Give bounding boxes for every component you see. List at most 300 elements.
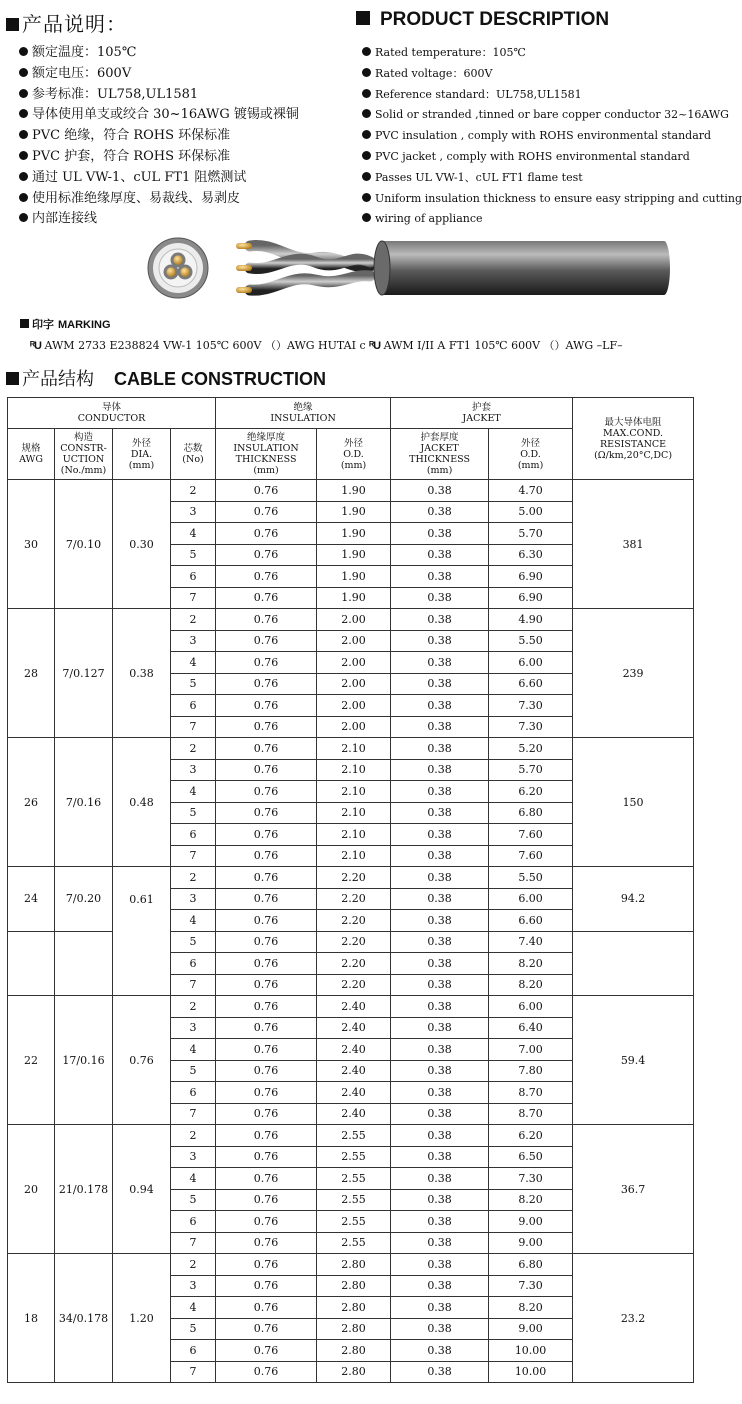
insulation-od-cell: 2.20 [317, 931, 391, 953]
list-item: 额定电压：600V [19, 64, 299, 85]
insulation-thickness-cell: 0.76 [216, 1211, 317, 1233]
resistance-cell: 239 [573, 609, 694, 738]
insulation-od-cell: 2.40 [317, 1039, 391, 1061]
insulation-thickness-cell: 0.76 [216, 1297, 317, 1319]
jacket-od-cell: 4.70 [489, 480, 573, 502]
jacket-thickness-cell: 0.38 [391, 996, 489, 1018]
cores-cell: 2 [171, 738, 216, 760]
resistance-header: 最大导体电阻 MAX.COND. RESISTANCE (Ω/km,20°C,DC) [573, 398, 694, 480]
cable-cross-section [148, 238, 208, 298]
jacket-thickness-cell: 0.38 [391, 824, 489, 846]
awg-cell: 24 [8, 867, 55, 932]
insulation-thickness-cell: 0.76 [216, 824, 317, 846]
awg-cell: 26 [8, 738, 55, 867]
jacket-thickness-cell: 0.38 [391, 1103, 489, 1125]
jacket-od-cell: 9.00 [489, 1232, 573, 1254]
cores-cell: 4 [171, 523, 216, 545]
cores-cell: 2 [171, 609, 216, 631]
square-bullet-icon [20, 319, 29, 328]
jacket-od-cell: 7.60 [489, 824, 573, 846]
cores-cell: 4 [171, 1297, 216, 1319]
diameter-cell: 0.94 [113, 1125, 171, 1254]
jacket-thickness-cell: 0.38 [391, 1232, 489, 1254]
list-item: Rated voltage：600V [362, 64, 742, 85]
jacket-thickness-cell: 0.38 [391, 587, 489, 609]
insulation-od-cell: 2.00 [317, 716, 391, 738]
bullet-icon [362, 109, 371, 118]
insulation-thickness-cell: 0.76 [216, 544, 317, 566]
jacket-thickness-cell: 0.38 [391, 867, 489, 889]
insulation-thickness-cell: 0.76 [216, 1039, 317, 1061]
jacket-thickness-cell: 0.38 [391, 802, 489, 824]
insulation-thickness-cell: 0.76 [216, 1082, 317, 1104]
insulation-od-cell: 2.55 [317, 1211, 391, 1233]
jacket-thickness-cell: 0.38 [391, 716, 489, 738]
bullet-icon [362, 130, 371, 139]
jacket-thickness-cell: 0.38 [391, 1361, 489, 1383]
table-row [8, 1254, 694, 1276]
diameter-header: 外径 DIA. (mm) [113, 429, 171, 480]
insulation-thickness-cell: 0.76 [216, 910, 317, 932]
insulation-thickness-cell: 0.76 [216, 781, 317, 803]
insulation-od-cell: 2.55 [317, 1168, 391, 1190]
insulation-thickness-cell: 0.76 [216, 716, 317, 738]
jacket-od-cell: 7.30 [489, 716, 573, 738]
insulation-thickness-cell: 0.76 [216, 953, 317, 975]
jacket-thickness-cell: 0.38 [391, 1168, 489, 1190]
table-body [8, 480, 694, 1383]
jacket-od-cell: 8.20 [489, 974, 573, 996]
jacket-od-cell: 5.50 [489, 867, 573, 889]
table-row [8, 738, 694, 760]
bullet-icon [19, 68, 28, 77]
jacket-thickness-cell: 0.38 [391, 1082, 489, 1104]
insulation-thickness-cell: 0.76 [216, 931, 317, 953]
jacket-od-cell: 9.00 [489, 1318, 573, 1340]
diameter-cell: 0.30 [113, 480, 171, 609]
cores-cell: 5 [171, 931, 216, 953]
jacket-thickness-cell: 0.38 [391, 781, 489, 803]
jacket-od-cell: 5.00 [489, 501, 573, 523]
jacket-od-cell: 4.90 [489, 609, 573, 631]
insulation-thickness-cell: 0.76 [216, 759, 317, 781]
list-item: 使用标准绝缘厚度、易裁线、易剥皮 [19, 189, 299, 210]
cores-cell: 5 [171, 544, 216, 566]
cores-cell: 7 [171, 1232, 216, 1254]
jacket-od-cell: 6.50 [489, 1146, 573, 1168]
construction-cell: 7/0.16 [55, 738, 113, 867]
insulation-od-cell: 2.80 [317, 1254, 391, 1276]
jacket-thickness-cell: 0.38 [391, 738, 489, 760]
jacket-thickness-cell: 0.38 [391, 544, 489, 566]
jacket-thickness-cell: 0.38 [391, 673, 489, 695]
resistance-cell: 59.4 [573, 996, 694, 1125]
insulation-thickness-cell: 0.76 [216, 1189, 317, 1211]
empty-cell [573, 931, 694, 996]
description-title-en: PRODUCT DESCRIPTION [356, 9, 609, 31]
cores-cell: 5 [171, 802, 216, 824]
list-item: 导体使用单支或绞合 30~16AWG 镀锡或裸铜 [19, 105, 299, 126]
jacket-thickness-header: 护套厚度 JACKET THICKNESS (mm) [391, 429, 489, 480]
jacket-od-cell: 7.30 [489, 1275, 573, 1297]
list-item: Rated temperature：105℃ [362, 43, 742, 64]
insulation-thickness-cell: 0.76 [216, 888, 317, 910]
insulation-thickness-cell: 0.76 [216, 996, 317, 1018]
insulation-od-cell: 2.00 [317, 695, 391, 717]
insulation-od-cell: 2.00 [317, 673, 391, 695]
insulation-od-header: 外径 O.D. (mm) [317, 429, 391, 480]
cores-cell: 6 [171, 695, 216, 717]
cores-cell: 7 [171, 1103, 216, 1125]
jacket-thickness-cell: 0.38 [391, 566, 489, 588]
insulation-thickness-cell: 0.76 [216, 630, 317, 652]
bullet-icon [362, 47, 371, 56]
jacket-od-cell: 10.00 [489, 1361, 573, 1383]
jacket-od-cell: 6.80 [489, 802, 573, 824]
jacket-od-cell: 8.20 [489, 1189, 573, 1211]
list-item: 内部连接线 [19, 209, 299, 230]
jacket-od-cell: 6.60 [489, 910, 573, 932]
insulation-thickness-cell: 0.76 [216, 1361, 317, 1383]
jacket-od-cell: 6.00 [489, 888, 573, 910]
cores-cell: 4 [171, 1039, 216, 1061]
insulation-thickness-cell: 0.76 [216, 974, 317, 996]
cores-cell: 3 [171, 1275, 216, 1297]
insulation-thickness-cell: 0.76 [216, 738, 317, 760]
construction-table [7, 397, 694, 1383]
insulation-od-cell: 2.80 [317, 1318, 391, 1340]
bullet-icon [362, 89, 371, 98]
awg-cell: 20 [8, 1125, 55, 1254]
jacket-od-cell: 6.20 [489, 1125, 573, 1147]
cores-cell: 4 [171, 910, 216, 932]
cores-header: 芯数 (No) [171, 429, 216, 480]
jacket-od-cell: 7.60 [489, 845, 573, 867]
jacket-od-cell: 5.70 [489, 759, 573, 781]
insulation-thickness-cell: 0.76 [216, 652, 317, 674]
description-list-en [362, 43, 742, 230]
jacket-od-cell: 6.00 [489, 996, 573, 1018]
cores-cell: 6 [171, 1340, 216, 1362]
jacket-od-cell: 6.60 [489, 673, 573, 695]
conductor-header: 导体 CONDUCTOR [8, 398, 216, 429]
cores-cell: 4 [171, 1168, 216, 1190]
jacket-thickness-cell: 0.38 [391, 523, 489, 545]
jacket-thickness-cell: 0.38 [391, 759, 489, 781]
bullet-icon [19, 109, 28, 118]
insulation-thickness-cell: 0.76 [216, 1060, 317, 1082]
diameter-cell: 1.20 [113, 1254, 171, 1383]
jacket-od-cell: 8.20 [489, 1297, 573, 1319]
bullet-icon [19, 47, 28, 56]
insulation-thickness-cell: 0.76 [216, 1340, 317, 1362]
construction-title: 产品结构 CABLE CONSTRUCTION [6, 365, 326, 391]
jacket-od-cell: 6.00 [489, 652, 573, 674]
resistance-cell: 36.7 [573, 1125, 694, 1254]
jacket-od-cell: 8.70 [489, 1103, 573, 1125]
list-item: 参考标准：UL758,UL1581 [19, 85, 299, 106]
cores-cell: 5 [171, 673, 216, 695]
construction-cell: 7/0.10 [55, 480, 113, 609]
jacket-od-cell: 9.00 [489, 1211, 573, 1233]
insulation-od-cell: 2.55 [317, 1189, 391, 1211]
resistance-cell: 94.2 [573, 867, 694, 932]
jacket-od-cell: 10.00 [489, 1340, 573, 1362]
insulation-od-cell: 2.10 [317, 845, 391, 867]
jacket-thickness-cell: 0.38 [391, 695, 489, 717]
insulation-od-cell: 2.10 [317, 738, 391, 760]
insulation-od-cell: 2.40 [317, 996, 391, 1018]
awg-header: 规格 AWG [8, 429, 55, 480]
cores-cell: 7 [171, 845, 216, 867]
insulation-thickness-cell: 0.76 [216, 609, 317, 631]
jacket-thickness-cell: 0.38 [391, 1039, 489, 1061]
ul-logo-icon: ᴿU [30, 340, 41, 352]
bullet-icon [19, 130, 28, 139]
insulation-thickness-cell: 0.76 [216, 1146, 317, 1168]
cores-cell: 5 [171, 1318, 216, 1340]
insulation-od-cell: 1.90 [317, 501, 391, 523]
jacket-od-cell: 5.50 [489, 630, 573, 652]
insulation-od-cell: 1.90 [317, 587, 391, 609]
insulation-od-cell: 2.55 [317, 1232, 391, 1254]
jacket-thickness-cell: 0.38 [391, 845, 489, 867]
jacket-od-cell: 7.40 [489, 931, 573, 953]
insulation-od-cell: 2.00 [317, 630, 391, 652]
diameter-cell: 0.48 [113, 738, 171, 867]
insulation-od-cell: 2.40 [317, 1082, 391, 1104]
insulation-thickness-cell: 0.76 [216, 1318, 317, 1340]
cores-cell: 4 [171, 652, 216, 674]
jacket-thickness-cell: 0.38 [391, 501, 489, 523]
jacket-thickness-cell: 0.38 [391, 1146, 489, 1168]
insulation-thickness-cell: 0.76 [216, 845, 317, 867]
insulation-thickness-cell: 0.76 [216, 566, 317, 588]
insulation-thickness-cell: 0.76 [216, 1254, 317, 1276]
jacket-od-cell: 6.80 [489, 1254, 573, 1276]
insulation-od-cell: 2.40 [317, 1017, 391, 1039]
insulation-od-cell: 2.20 [317, 974, 391, 996]
bullet-icon [362, 68, 371, 77]
cores-cell: 6 [171, 953, 216, 975]
awg-cell: 22 [8, 996, 55, 1125]
cores-cell: 6 [171, 1082, 216, 1104]
cores-cell: 7 [171, 587, 216, 609]
cores-cell: 3 [171, 630, 216, 652]
jacket-thickness-cell: 0.38 [391, 974, 489, 996]
insulation-od-cell: 2.10 [317, 824, 391, 846]
cores-cell: 3 [171, 1146, 216, 1168]
jacket-thickness-cell: 0.38 [391, 931, 489, 953]
jacket-header: 护套 JACKET [391, 398, 573, 429]
insulation-od-cell: 1.90 [317, 566, 391, 588]
insulation-od-cell: 2.10 [317, 759, 391, 781]
bullet-icon [362, 213, 371, 222]
insulation-thickness-cell: 0.76 [216, 1232, 317, 1254]
jacket-thickness-cell: 0.38 [391, 1318, 489, 1340]
cores-cell: 6 [171, 1211, 216, 1233]
cores-cell: 2 [171, 996, 216, 1018]
insulation-od-cell: 1.90 [317, 480, 391, 502]
cores-cell: 4 [171, 781, 216, 803]
jacket-od-cell: 6.20 [489, 781, 573, 803]
insulation-thickness-cell: 0.76 [216, 1275, 317, 1297]
resistance-cell: 381 [573, 480, 694, 609]
awg-cell: 30 [8, 480, 55, 609]
list-item: Solid or stranded ,tinned or bare copper conductor 32~16AWG [362, 105, 742, 126]
list-item: 额定温度：105℃ [19, 43, 299, 64]
ul-logo-icon: ᴿU [369, 340, 381, 352]
cores-cell: 2 [171, 867, 216, 889]
jacket-od-cell: 6.90 [489, 566, 573, 588]
cores-cell: 6 [171, 566, 216, 588]
jacket-thickness-cell: 0.38 [391, 1211, 489, 1233]
jacket-thickness-cell: 0.38 [391, 910, 489, 932]
jacket-od-header: 外径 O.D. (mm) [489, 429, 573, 480]
insulation-thickness-cell: 0.76 [216, 1125, 317, 1147]
insulation-thickness-cell: 0.76 [216, 480, 317, 502]
jacket-thickness-cell: 0.38 [391, 1254, 489, 1276]
cores-cell: 3 [171, 759, 216, 781]
insulation-od-cell: 2.10 [317, 781, 391, 803]
insulation-thickness-cell: 0.76 [216, 673, 317, 695]
jacket-od-cell: 7.30 [489, 695, 573, 717]
bullet-icon [362, 172, 371, 181]
list-item: 通过 UL VW-1、cUL FT1 阻燃测试 [19, 168, 299, 189]
jacket-od-cell: 6.40 [489, 1017, 573, 1039]
awg-cell: 18 [8, 1254, 55, 1383]
bullet-icon [362, 151, 371, 160]
resistance-cell: 150 [573, 738, 694, 867]
cores-cell: 7 [171, 1361, 216, 1383]
insulation-od-cell: 1.90 [317, 523, 391, 545]
table-row [8, 996, 694, 1018]
list-item: PVC 绝缘，符合 ROHS 环保标准 [19, 126, 299, 147]
list-item: PVC insulation , comply with ROHS environmental standard [362, 126, 742, 147]
insulation-thickness-cell: 0.76 [216, 587, 317, 609]
table-row [8, 480, 694, 502]
insulation-od-cell: 2.20 [317, 888, 391, 910]
bullet-icon [19, 172, 28, 181]
bullet-icon [19, 213, 28, 222]
cores-cell: 2 [171, 480, 216, 502]
insulation-od-cell: 2.00 [317, 652, 391, 674]
insulation-od-cell: 2.20 [317, 910, 391, 932]
jacket-od-cell: 8.70 [489, 1082, 573, 1104]
list-item: Passes UL VW-1、cUL FT1 flame test [362, 168, 742, 189]
insulation-od-cell: 2.55 [317, 1125, 391, 1147]
cores-cell: 3 [171, 888, 216, 910]
jacket-thickness-cell: 0.38 [391, 630, 489, 652]
cores-cell: 7 [171, 716, 216, 738]
cores-cell: 2 [171, 1125, 216, 1147]
insulation-thickness-cell: 0.76 [216, 695, 317, 717]
jacket-thickness-cell: 0.38 [391, 1125, 489, 1147]
construction-cell: 7/0.20 [55, 867, 113, 932]
square-bullet-icon [6, 372, 19, 385]
jacket-od-cell: 6.90 [489, 587, 573, 609]
jacket-od-cell: 8.20 [489, 953, 573, 975]
jacket-od-cell: 7.80 [489, 1060, 573, 1082]
jacket-thickness-cell: 0.38 [391, 888, 489, 910]
diameter-cell: 0.76 [113, 996, 171, 1125]
jacket-thickness-cell: 0.38 [391, 1189, 489, 1211]
jacket-thickness-cell: 0.38 [391, 1340, 489, 1362]
insulation-thickness-header: 绝缘厚度 INSULATION THICKNESS (mm) [216, 429, 317, 480]
list-item: PVC 护套，符合 ROHS 环保标准 [19, 147, 299, 168]
list-item: Uniform insulation thickness to ensure easy stripping and cutting [362, 189, 742, 210]
insulation-od-cell: 2.80 [317, 1297, 391, 1319]
insulation-thickness-cell: 0.76 [216, 1017, 317, 1039]
list-item: Reference standard：UL758,UL1581 [362, 85, 742, 106]
bullet-icon [19, 193, 28, 202]
insulation-header: 绝缘 INSULATION [216, 398, 391, 429]
cores-cell: 2 [171, 1254, 216, 1276]
jacket-thickness-cell: 0.38 [391, 1297, 489, 1319]
insulation-od-cell: 2.80 [317, 1340, 391, 1362]
insulation-thickness-cell: 0.76 [216, 523, 317, 545]
awg-cell: 28 [8, 609, 55, 738]
diameter-cell: 0.38 [113, 609, 171, 738]
bullet-icon [19, 89, 28, 98]
list-item: PVC jacket , comply with ROHS environmental standard [362, 147, 742, 168]
table-row [8, 867, 694, 889]
insulation-thickness-cell: 0.76 [216, 867, 317, 889]
jacket-thickness-cell: 0.38 [391, 609, 489, 631]
insulation-od-cell: 2.00 [317, 609, 391, 631]
diameter-cell: 0.61 [113, 867, 171, 932]
cores-cell: 3 [171, 1017, 216, 1039]
jacket-thickness-cell: 0.38 [391, 652, 489, 674]
bullet-icon [362, 193, 371, 202]
list-item: wiring of appliance [362, 209, 742, 230]
insulation-od-cell: 2.20 [317, 867, 391, 889]
cable-illustration [0, 232, 698, 310]
jacket-thickness-cell: 0.38 [391, 953, 489, 975]
insulation-thickness-cell: 0.76 [216, 1103, 317, 1125]
jacket-thickness-cell: 0.38 [391, 1060, 489, 1082]
insulation-thickness-cell: 0.76 [216, 802, 317, 824]
insulation-thickness-cell: 0.76 [216, 501, 317, 523]
jacket-od-cell: 7.30 [489, 1168, 573, 1190]
cores-cell: 6 [171, 824, 216, 846]
resistance-cell: 23.2 [573, 1254, 694, 1383]
cable-side-view [236, 241, 670, 295]
square-bullet-icon [356, 11, 370, 25]
construction-cell: 34/0.178 [55, 1254, 113, 1383]
description-list-cn [19, 43, 299, 230]
jacket-od-cell: 6.30 [489, 544, 573, 566]
insulation-od-cell: 2.80 [317, 1275, 391, 1297]
table-row [8, 609, 694, 631]
table-row [8, 931, 694, 953]
empty-cell [113, 931, 171, 996]
construction-col-header: 构造 CONSTR- UCTION (No./mm) [55, 429, 113, 480]
marking-text: ᴿU AWM 2733 E238824 VW-1 105℃ 600V （）AWG HUTAI c ᴿU AWM I/II A FT1 105℃ 600V （）AWG –LF– [30, 339, 623, 352]
cores-cell: 5 [171, 1060, 216, 1082]
insulation-od-cell: 2.55 [317, 1146, 391, 1168]
marking-title: 印字 MARKING [20, 316, 111, 332]
jacket-od-cell: 7.00 [489, 1039, 573, 1061]
construction-cell: 7/0.127 [55, 609, 113, 738]
jacket-thickness-cell: 0.38 [391, 1275, 489, 1297]
description-title-cn: 产品说明： [6, 8, 127, 37]
insulation-od-cell: 2.40 [317, 1103, 391, 1125]
construction-cell: 17/0.16 [55, 996, 113, 1125]
cores-cell: 5 [171, 1189, 216, 1211]
insulation-od-cell: 2.20 [317, 953, 391, 975]
jacket-thickness-cell: 0.38 [391, 480, 489, 502]
